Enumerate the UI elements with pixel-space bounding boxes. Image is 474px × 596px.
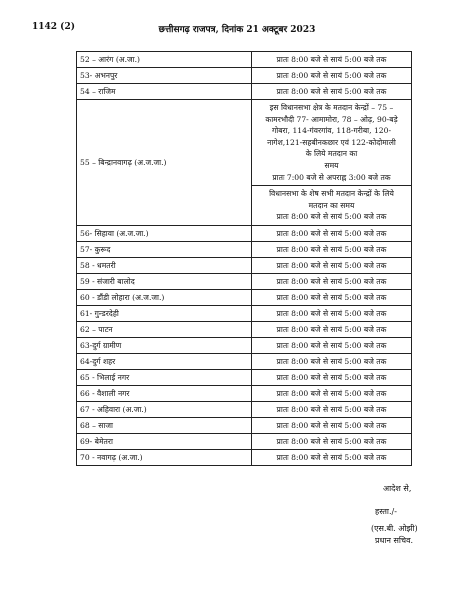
table-row bbox=[77, 401, 412, 417]
time-cell: प्रातः 8:00 बजे से सायं 5:00 बजे तक bbox=[252, 417, 412, 433]
note-line: के लिये मतदान का bbox=[305, 149, 358, 159]
designation: प्रधान सचिव. bbox=[375, 536, 414, 545]
time-cell: प्रातः 8:00 बजे से सायं 5:00 बजे तक bbox=[252, 68, 412, 84]
constituency-cell: 70 - नवागढ़ (अ.जा.) bbox=[77, 449, 252, 465]
constituency-cell: 57- कुरूद bbox=[77, 241, 252, 257]
table-row bbox=[77, 321, 412, 337]
note-line: प्रातः 7:00 बजे से अपराह्न 3:00 बजे तक bbox=[272, 172, 391, 182]
time-cell: प्रातः 8:00 बजे से सायं 5:00 बजे तक bbox=[252, 289, 412, 305]
constituency-cell: 56- सिहावा (अ.ज.जा.) bbox=[77, 225, 252, 241]
constituency-cell: 52 – आरंग (अ.जा.) bbox=[77, 52, 252, 68]
table-row bbox=[77, 84, 412, 100]
constituency-cell: 66 - वैशाली नगर bbox=[77, 385, 252, 401]
polling-time-table bbox=[76, 51, 412, 466]
constituency-cell: 64-दुर्ग शहर bbox=[77, 353, 252, 369]
table-row bbox=[77, 417, 412, 433]
time-cell: प्रातः 8:00 बजे से सायं 5:00 बजे तक bbox=[252, 449, 412, 465]
constituency-cell: 60 - डौंडी लोहारा (अ.ज.जा.) bbox=[77, 289, 252, 305]
note-line: विधानसभा के शेष सभी मतदान केन्द्रों के लिये bbox=[269, 189, 394, 199]
table-row-55 bbox=[77, 100, 412, 186]
constituency-cell: 63-दुर्ग ग्रामीण bbox=[77, 337, 252, 353]
time-cell: प्रातः 8:00 बजे से सायं 5:00 बजे तक bbox=[252, 385, 412, 401]
table-row bbox=[77, 337, 412, 353]
table-row bbox=[77, 305, 412, 321]
constituency-cell: 58 - धमतरी bbox=[77, 257, 252, 273]
constituency-cell: 62 – पाटन bbox=[77, 321, 252, 337]
signed-line: हस्ता./- bbox=[375, 507, 397, 516]
time-cell: प्रातः 8:00 बजे से सायं 5:00 बजे तक bbox=[252, 225, 412, 241]
constituency-cell: 61- गुन्डरदेही bbox=[77, 305, 252, 321]
table-row bbox=[77, 52, 412, 68]
time-cell: प्रातः 8:00 बजे से सायं 5:00 बजे तक bbox=[252, 257, 412, 273]
constituency-cell: 55 – बिन्द्रानवागढ़ (अ.ज.जा.) bbox=[77, 100, 252, 226]
page-number: 1142 (2) bbox=[32, 22, 75, 32]
constituency-cell: 68 – साजा bbox=[77, 417, 252, 433]
constituency-cell: 69- बेमेतरा bbox=[77, 433, 252, 449]
gazette-title: छत्तीसगढ़ राजपत्र, दिनांक 21 अक्टूबर 2023 bbox=[158, 25, 316, 35]
note-line: नागेश,121-सहबीनकछार एवं 122-कोदोमाली bbox=[267, 137, 396, 147]
note-line: गोबरा, 114-गंवरगांव, 118-गरीबा, 120- bbox=[271, 126, 392, 136]
table-row bbox=[77, 273, 412, 289]
table-row bbox=[77, 289, 412, 305]
page-header bbox=[32, 22, 442, 38]
table-row bbox=[77, 433, 412, 449]
time-cell: प्रातः 8:00 बजे से सायं 5:00 बजे तक bbox=[252, 84, 412, 100]
time-cell: प्रातः 8:00 बजे से सायं 5:00 बजे तक bbox=[252, 353, 412, 369]
table-row bbox=[77, 241, 412, 257]
table-row bbox=[77, 68, 412, 84]
note-line: समय bbox=[324, 160, 339, 170]
time-cell: प्रातः 8:00 बजे से सायं 5:00 बजे तक bbox=[252, 273, 412, 289]
note-line: प्रातः 8:00 बजे से सायं 5:00 बजे तक bbox=[276, 212, 387, 222]
note-line: कामरभौदी 77- आमामोरा, 78 – ओढ़, 90-बड़े bbox=[265, 114, 398, 124]
table-row bbox=[77, 369, 412, 385]
signatory-name: (एस.बी. ओझी) bbox=[371, 524, 418, 533]
constituency-cell: 54 – राजिम bbox=[77, 84, 252, 100]
table-row bbox=[77, 385, 412, 401]
time-cell: प्रातः 8:00 बजे से सायं 5:00 बजे तक bbox=[252, 321, 412, 337]
constituency-cell: 53- अभनपुर bbox=[77, 68, 252, 84]
remaining-time-cell bbox=[252, 186, 412, 226]
note-line: मतदान का समय bbox=[308, 200, 355, 210]
special-time-cell bbox=[252, 100, 412, 186]
table-row bbox=[77, 257, 412, 273]
constituency-cell: 59 - संजारी बालोद bbox=[77, 273, 252, 289]
constituency-cell: 67 - अहिवारा (अ.जा.) bbox=[77, 401, 252, 417]
table-row bbox=[77, 353, 412, 369]
time-cell: प्रातः 8:00 बजे से सायं 5:00 बजे तक bbox=[252, 241, 412, 257]
time-cell: प्रातः 8:00 बजे से सायं 5:00 बजे तक bbox=[252, 433, 412, 449]
time-cell: प्रातः 8:00 बजे से सायं 5:00 बजे तक bbox=[252, 52, 412, 68]
note-line: इस विधानसभा क्षेत्र के मतदान केन्द्रों – 75 – bbox=[269, 103, 394, 112]
time-cell: प्रातः 8:00 बजे से सायं 5:00 बजे तक bbox=[252, 337, 412, 353]
time-cell: प्रातः 8:00 बजे से सायं 5:00 बजे तक bbox=[252, 369, 412, 385]
constituency-cell: 65 - भिलाई नगर bbox=[77, 369, 252, 385]
table-row bbox=[77, 225, 412, 241]
time-cell: प्रातः 8:00 बजे से सायं 5:00 बजे तक bbox=[252, 401, 412, 417]
order-line: आदेश से, bbox=[383, 484, 412, 493]
table-row bbox=[77, 449, 412, 465]
time-cell: प्रातः 8:00 बजे से सायं 5:00 बजे तक bbox=[252, 305, 412, 321]
